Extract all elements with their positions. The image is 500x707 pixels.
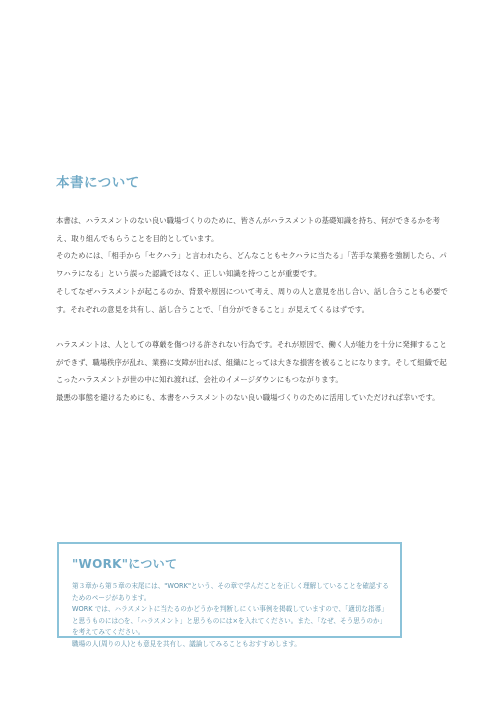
intro-paragraph-3: そしてなぜハラスメントが起こるのか、背景や原因について考え、周りの人と意見を出し合い、話し合うことも必要です。それぞれの意見を共有し、話し合うことで、「自分ができること」が見えてくるはずです。 (56, 286, 448, 314)
paragraph-spacer (56, 318, 452, 336)
intro-body (56, 212, 452, 407)
work-body (72, 581, 390, 651)
work-paragraph-3: 職場の人(周りの人)とも意見を共有し、議論してみることもおすすめします。 (72, 639, 301, 648)
intro-heading: 本書について (56, 175, 140, 191)
intro-paragraph-4: ハラスメントは、人としての尊厳を傷つける許されない行為です。それが原因で、働く人が能力を十分に発揮することができず、職場秩序が乱れ、業務に支障が出れば、組織にとっては大きな損害を被ることになります。そして組織で起こったハラスメントが世の中に知れ渡れば、会社のイメージダウンにもつながります。 (56, 339, 447, 385)
work-paragraph-1: 第３章から第５章の末尾には、"WORK"という、その章で学んだことを正しく理解していることを確認するためのページがあります。 (72, 582, 389, 602)
work-info-box (57, 542, 402, 648)
intro-paragraph-5: 最悪の事態を避けるためにも、本書をハラスメントのない良い職場づくりのために活用していただければ幸いです。 (56, 393, 440, 403)
work-heading: "WORK"について (72, 557, 178, 571)
intro-paragraph-2: そのためには、「相手から「セクハラ」と言われたら、どんなこともセクハラに当たる」「苦手な業務を強制したら、パワハラになる」という誤った認識ではなく、正しい知識を持つことが重要です。 (56, 251, 447, 279)
work-paragraph-2: WORK では、ハラスメントに当たるのかどうかを判断しにくい事例を掲載していますので、「適切な指導」と思うものには○を、「ハラスメント」と思うものには×を入れてください。また、「なぜ、そう思うのか」を考えてみてください。 (72, 605, 388, 637)
intro-paragraph-1: 本書は、ハラスメントのない良い職場づくりのために、皆さんがハラスメントの基礎知識を持ち、何ができるかを考え、取り組んでもらうことを目的としています。 (56, 216, 440, 243)
